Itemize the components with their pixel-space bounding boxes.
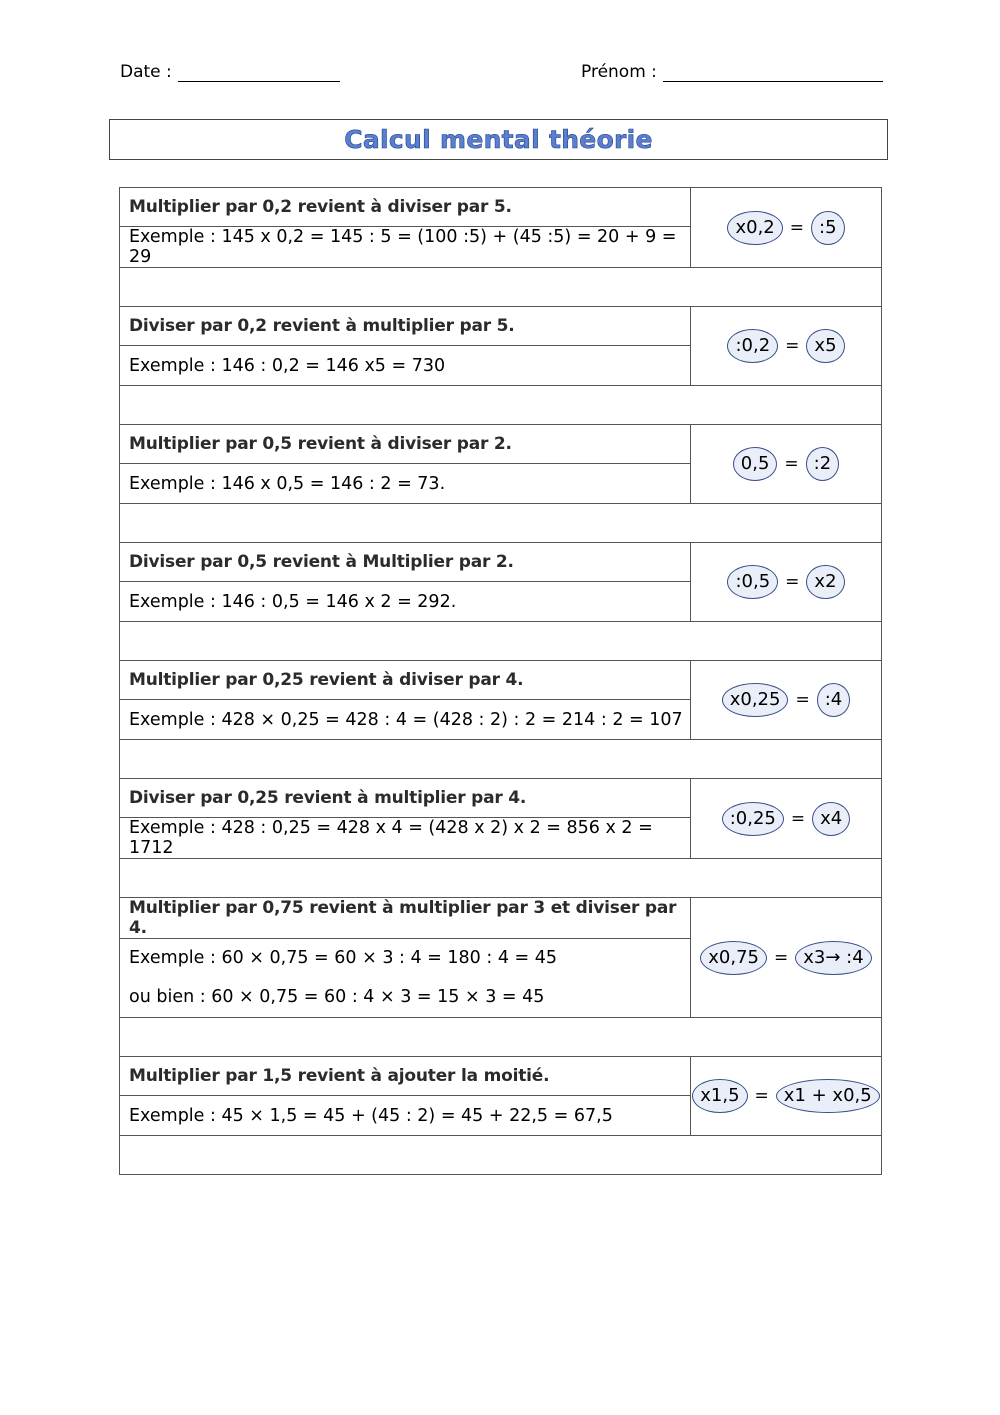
prenom-blank[interactable] xyxy=(663,63,883,82)
rule-symbol-cell xyxy=(691,307,882,386)
rule-row xyxy=(120,898,882,939)
symbol-right: x3→ :4 xyxy=(795,941,871,975)
title-box xyxy=(109,119,888,160)
rule-text: Diviser par 0,5 revient à Multiplier par 2. xyxy=(120,543,691,582)
page-title: Calcul mental théorie xyxy=(344,125,653,154)
example-text: Exemple : 146 x 0,5 = 146 : 2 = 73. xyxy=(120,464,691,504)
example-cell xyxy=(120,939,691,1018)
date-blank[interactable] xyxy=(178,63,340,82)
spacer-cell xyxy=(120,1136,882,1175)
spacer-row xyxy=(120,1018,882,1057)
symbol-left: :0,25 xyxy=(722,802,784,836)
rule-text: Diviser par 0,25 revient à multiplier par 4. xyxy=(120,779,691,818)
symbol-left: x0,2 xyxy=(727,211,782,245)
spacer-row xyxy=(120,859,882,898)
rule-text: Multiplier par 0,25 revient à diviser par 4. xyxy=(120,661,691,700)
rule-symbol-cell xyxy=(691,661,882,740)
equals-sign: = xyxy=(790,808,806,829)
spacer-cell xyxy=(120,268,882,307)
rule-symbol-cell xyxy=(691,425,882,504)
rule-text: Diviser par 0,2 revient à multiplier par 5. xyxy=(120,307,691,346)
rule-row xyxy=(120,779,882,818)
symbol-right: x5 xyxy=(806,329,844,363)
rule-row xyxy=(120,661,882,700)
rule-symbol-cell xyxy=(691,898,882,1018)
rule-text: Multiplier par 0,5 revient à diviser par 2. xyxy=(120,425,691,464)
symbol-right: :5 xyxy=(811,211,845,245)
example-text: Exemple : 146 : 0,2 = 146 x5 = 730 xyxy=(120,346,691,386)
equals-sign: = xyxy=(754,1086,769,1106)
example-text: Exemple : 60 × 0,75 = 60 × 3 : 4 = 180 : 4 = 45 xyxy=(129,948,558,968)
spacer-cell xyxy=(120,1018,882,1057)
spacer-cell xyxy=(120,504,882,543)
equals-sign: = xyxy=(789,217,804,238)
rule-text: Multiplier par 1,5 revient à ajouter la moitié. xyxy=(120,1057,691,1096)
rule-row xyxy=(120,188,882,227)
spacer-row xyxy=(120,504,882,543)
spacer-row xyxy=(120,622,882,661)
spacer-cell xyxy=(120,859,882,898)
spacer-cell xyxy=(120,622,882,661)
spacer-row xyxy=(120,268,882,307)
prenom-field[interactable] xyxy=(581,62,883,82)
rule-row xyxy=(120,543,882,582)
symbol-right: x1 + x0,5 xyxy=(776,1079,880,1113)
equals-sign: = xyxy=(785,572,800,592)
spacer-cell xyxy=(120,740,882,779)
spacer-row xyxy=(120,386,882,425)
symbol-left: x0,25 xyxy=(722,683,789,717)
rule-text: Multiplier par 0,2 revient à diviser par 5. xyxy=(120,188,691,227)
rule-row xyxy=(120,1057,882,1096)
equals-sign: = xyxy=(785,336,800,356)
symbol-right: :4 xyxy=(817,683,851,717)
symbol-left: :0,2 xyxy=(727,329,778,363)
example-text: Exemple : 428 × 0,25 = 428 : 4 = (428 : 2) : 2 = 214 : 2 = 107 xyxy=(120,700,691,740)
spacer-cell xyxy=(120,386,882,425)
symbol-left: x0,75 xyxy=(700,941,767,975)
example-text: Exemple : 45 × 1,5 = 45 + (45 : 2) = 45 + 22,5 = 67,5 xyxy=(120,1096,691,1136)
prenom-label: Prénom : xyxy=(581,62,657,82)
example-text-alt: ou bien : 60 × 0,75 = 60 : 4 × 3 = 15 × 3 = 45 xyxy=(129,987,545,1007)
example-text: Exemple : 146 : 0,5 = 146 x 2 = 292. xyxy=(120,582,691,622)
equals-sign: = xyxy=(784,454,799,474)
symbol-left: x1,5 xyxy=(692,1079,747,1113)
symbol-left: :0,5 xyxy=(727,565,778,599)
rule-symbol-cell xyxy=(691,779,882,859)
rule-row xyxy=(120,307,882,346)
example-text: Exemple : 428 : 0,25 = 428 x 4 = (428 x 2) x 2 = 856 x 2 = 1712 xyxy=(120,818,691,859)
rule-symbol-cell xyxy=(691,188,882,268)
symbol-right: x2 xyxy=(806,565,844,599)
equals-sign: = xyxy=(774,947,789,968)
spacer-row xyxy=(120,740,882,779)
rule-row xyxy=(120,425,882,464)
rule-text: Multiplier par 0,75 revient à multiplier par 3 et diviser par 4. xyxy=(120,898,691,939)
date-label: Date : xyxy=(120,62,172,82)
symbol-right: :2 xyxy=(806,447,840,481)
symbol-left: 0,5 xyxy=(733,447,778,481)
spacer-row xyxy=(120,1136,882,1175)
rule-symbol-cell xyxy=(691,543,882,622)
symbol-right: x4 xyxy=(812,802,850,836)
date-field[interactable] xyxy=(120,62,340,82)
rule-symbol-cell xyxy=(691,1057,882,1136)
rules-table xyxy=(119,187,882,1175)
example-text: Exemple : 145 x 0,2 = 145 : 5 = (100 :5) + (45 :5) = 20 + 9 = 29 xyxy=(120,227,691,268)
equals-sign: = xyxy=(795,690,810,710)
